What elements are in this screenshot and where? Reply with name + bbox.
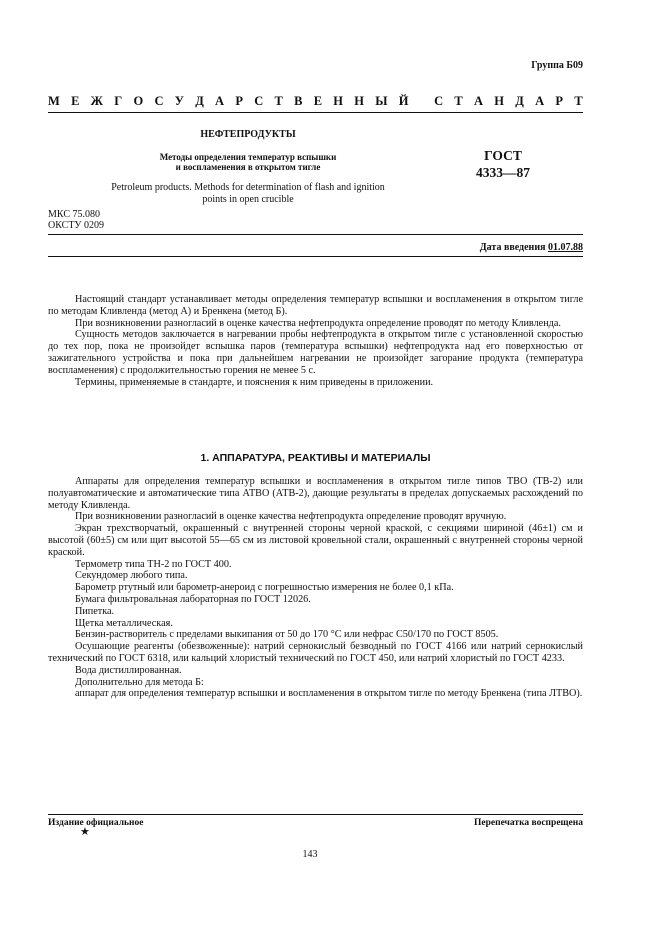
section-paragraph: Пипетка. [75, 605, 115, 617]
section-paragraph: Экран трехстворчатый, окрашенный с внутренней стороны черной краской, с секциями шириной (46±1) см и высотой (60±5) см или щит высотой 55—65 см из листовой кровельной стали, окрашенный с внутренней стороны черной краской. [48, 523, 583, 558]
banner-letter: Т [574, 94, 583, 108]
section-heading: 1. АППАРАТУРА, РЕАКТИВЫ И МАТЕРИАЛЫ [200, 452, 431, 464]
banner-letter: А [215, 94, 225, 108]
banner-letter: У [174, 94, 184, 108]
standard-banner [48, 94, 583, 109]
section-paragraph: аппарат для определения температур вспышки и воспламенения в открытом тигле по методу Бренкена (типа ЛТВО). [75, 688, 583, 700]
gost-number: 4333—87 [476, 165, 530, 180]
banner-letter: А [535, 94, 545, 108]
banner-letter: Р [555, 94, 564, 108]
effective-date [480, 242, 583, 253]
document-title: НЕФТЕПРОДУКТЫ [200, 129, 296, 140]
banner-letter: Н [333, 94, 344, 108]
section-1-text [48, 476, 583, 700]
banner-letter: Ж [90, 94, 104, 108]
english-line-2: points in open crucible [202, 194, 294, 205]
banner-letter: Н [494, 94, 505, 108]
okstu-code: ОКСТУ 0209 [48, 220, 105, 231]
section-paragraph: Бумага фильтровальная лабораторная по ГОСТ 12026. [75, 593, 311, 605]
subtitle-line-1: Методы определения температур вспышки [159, 152, 337, 162]
section-paragraph: Дополнительно для метода Б: [75, 676, 204, 688]
reprint-prohibited-label: Перепечатка воспрещена [473, 818, 583, 828]
banner-letter: С [254, 94, 264, 108]
intro-text [48, 294, 583, 388]
banner-letter: А [474, 94, 484, 108]
section-paragraph: Бензин-растворитель с пределами выкипания от 50 до 170 °С или нефрас С50/170 по ГОСТ 8505. [75, 629, 499, 641]
english-line-1: Petroleum products. Methods for determination of flash and ignition [111, 182, 385, 193]
banner-letter: Р [235, 94, 243, 108]
banner-letter: Д [195, 94, 204, 108]
classification-codes [48, 209, 104, 231]
banner-letter: Е [71, 94, 80, 108]
intro-paragraph: При возникновении разногласий в оценке качества нефтепродукта определение проводят по методу Кливленда. [75, 317, 561, 329]
header-rule [48, 234, 583, 235]
banner-letter [420, 94, 423, 109]
section-paragraph: Вода дистиллированная. [75, 664, 182, 676]
banner-letter: М [48, 94, 60, 108]
banner-letter: С [434, 94, 444, 108]
section-paragraph: При возникновении разногласий в оценке качества нефтепродукта определение проводят вручную. [75, 511, 507, 523]
banner-rule [48, 112, 583, 113]
section-paragraph: Барометр ртутный или барометр-анероид с погрешностью измерения не более 0,1 кПа. [75, 582, 454, 594]
banner-letter: Й [398, 94, 409, 108]
banner-letter: О [133, 94, 144, 108]
section-paragraph: Осушающие реагенты (обезвоженные): натрий сернокислый безводный по ГОСТ 4166 или натрий сернокислый технический по ГОСТ 6318, или кальций хлористый технический по ГОСТ 450, или натрий хлористый по ГОСТ 4233. [48, 641, 583, 664]
star-icon: ★ [80, 826, 90, 838]
banner-letter: С [154, 94, 164, 108]
page-number: 143 [302, 849, 318, 860]
intro-paragraph: Термины, применяемые в стандарте, и пояснения к ним приведены в приложении. [75, 376, 434, 388]
intro-paragraph: Настоящий стандарт устанавливает методы определения температур вспышки и воспламенения в открытом тигле по методам Кливленда (метод А) и Бренкена (метод Б). [48, 294, 583, 317]
section-paragraph: Щетка металлическая. [75, 617, 173, 629]
banner-letter: Н [354, 94, 364, 108]
banner-letter: Т [274, 94, 283, 108]
mks-code: МКС 75.080 [48, 209, 100, 220]
gost-label: ГОСТ [484, 148, 522, 163]
banner-letter: Д [515, 94, 524, 108]
english-title [48, 182, 448, 206]
banner-letter: В [294, 94, 303, 108]
subtitle-line-2: и воспламенения в открытом тигле [175, 162, 321, 172]
date-rule [48, 256, 583, 257]
document-subtitle [48, 152, 448, 172]
section-paragraph: Термометр типа ТН-2 по ГОСТ 400. [75, 558, 232, 570]
section-paragraph: Аппараты для определения температур вспышки и воспламенения в открытом тигле типов ТВО (ТВ-2) или полуавтоматические и автоматические типа АТВО (АТВ-2), дающие результаты в пределах допускаемых расхождений по методу Кливленда. [48, 476, 583, 511]
official-edition-label: Издание официальное [48, 818, 144, 828]
banner-letter: Ы [375, 94, 388, 108]
date-value: 01.07.88 [548, 242, 583, 253]
group-label: Группа Б09 [531, 60, 583, 71]
intro-paragraph: Сущность методов заключается в нагревании пробы нефтепродукта в открытом тигле с установленной скоростью до тех пор, пока не произойдет вспышка паров (температура вспышки) нефтепродукта над его поверхностью от зажигательного устройства и пока при дальнейшем нагревании не произойдет загорание продукта (температура воспламенения) с продолжительностью горения не менее 5 с. [48, 329, 583, 376]
gost-designation [448, 147, 558, 181]
banner-letter: Г [114, 94, 123, 108]
banner-letter: Е [313, 94, 323, 108]
footer-rule [48, 814, 583, 815]
section-paragraph: Секундомер любого типа. [75, 570, 188, 582]
date-label: Дата введения [479, 242, 546, 253]
banner-letter: Т [454, 94, 463, 108]
